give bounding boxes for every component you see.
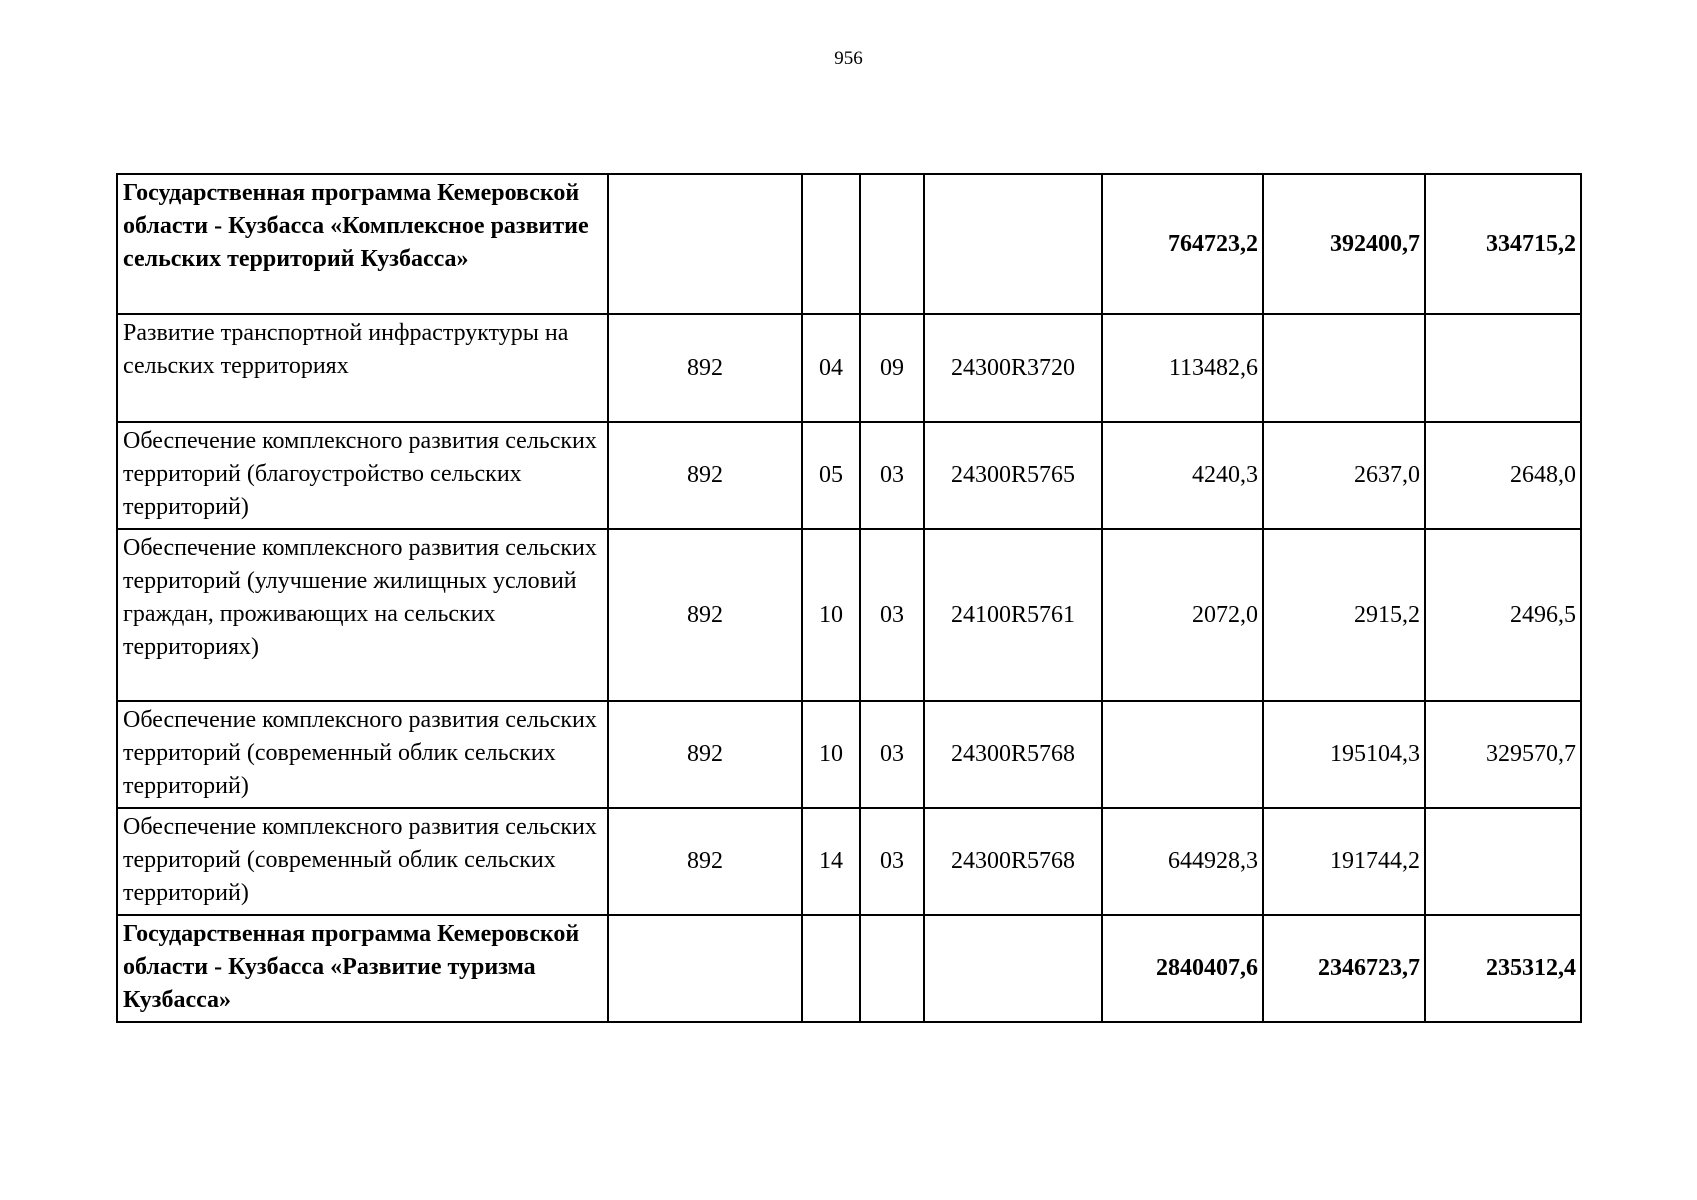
cell-code: 892 [608,314,802,422]
cell-subsection: 03 [860,701,924,808]
cell-subsection: 03 [860,529,924,701]
cell-year3: 2648,0 [1425,422,1581,529]
cell-year2: 195104,3 [1263,701,1425,808]
cell-year3 [1425,808,1581,915]
cell-target: 24300R5768 [924,808,1102,915]
row-name: Обеспечение комплексного развития сельских территорий (улучшение жилищных условий граждан, проживающих на сельских территориях) [117,529,608,701]
cell-year3: 235312,4 [1425,915,1581,1022]
cell-year1: 764723,2 [1102,174,1263,314]
cell-subsection [860,174,924,314]
cell-year3: 334715,2 [1425,174,1581,314]
row-name: Развитие транспортной инфраструктуры на сельских территориях [117,314,608,422]
cell-subsection: 09 [860,314,924,422]
cell-subsection: 03 [860,808,924,915]
cell-code: 892 [608,808,802,915]
table-row [117,529,1581,701]
table-row [117,314,1581,422]
cell-subsection [860,915,924,1022]
cell-code: 892 [608,422,802,529]
cell-year3: 329570,7 [1425,701,1581,808]
cell-code [608,174,802,314]
cell-year1: 2072,0 [1102,529,1263,701]
table-row [117,174,1581,314]
cell-section: 14 [802,808,860,915]
cell-year3 [1425,314,1581,422]
table-row [117,915,1581,1022]
cell-year1 [1102,701,1263,808]
cell-year1: 2840407,6 [1102,915,1263,1022]
cell-section [802,915,860,1022]
cell-target [924,915,1102,1022]
cell-year2: 392400,7 [1263,174,1425,314]
cell-target [924,174,1102,314]
cell-section: 10 [802,529,860,701]
row-name: Государственная программа Кемеровской области - Кузбасса «Развитие туризма Кузбасса» [117,915,608,1022]
cell-section: 05 [802,422,860,529]
cell-year1: 113482,6 [1102,314,1263,422]
cell-target: 24100R5761 [924,529,1102,701]
cell-section [802,174,860,314]
cell-target: 24300R3720 [924,314,1102,422]
cell-code [608,915,802,1022]
page-number: 956 [834,48,863,69]
cell-year2: 191744,2 [1263,808,1425,915]
table-row [117,422,1581,529]
cell-target: 24300R5768 [924,701,1102,808]
cell-section: 04 [802,314,860,422]
cell-year1: 644928,3 [1102,808,1263,915]
cell-year2: 2346723,7 [1263,915,1425,1022]
cell-code: 892 [608,529,802,701]
table-row [117,808,1581,915]
cell-target: 24300R5765 [924,422,1102,529]
cell-year2: 2637,0 [1263,422,1425,529]
cell-subsection: 03 [860,422,924,529]
row-name: Государственная программа Кемеровской области - Кузбасса «Комплексное развитие сельских территорий Кузбасса» [117,174,608,314]
table-row [117,701,1581,808]
row-name: Обеспечение комплексного развития сельских территорий (современный облик сельских территорий) [117,701,608,808]
row-name: Обеспечение комплексного развития сельских территорий (современный облик сельских территорий) [117,808,608,915]
cell-year2 [1263,314,1425,422]
row-name: Обеспечение комплексного развития сельских территорий (благоустройство сельских территорий) [117,422,608,529]
budget-table [116,173,1582,1023]
cell-year2: 2915,2 [1263,529,1425,701]
cell-year1: 4240,3 [1102,422,1263,529]
cell-section: 10 [802,701,860,808]
cell-year3: 2496,5 [1425,529,1581,701]
cell-code: 892 [608,701,802,808]
